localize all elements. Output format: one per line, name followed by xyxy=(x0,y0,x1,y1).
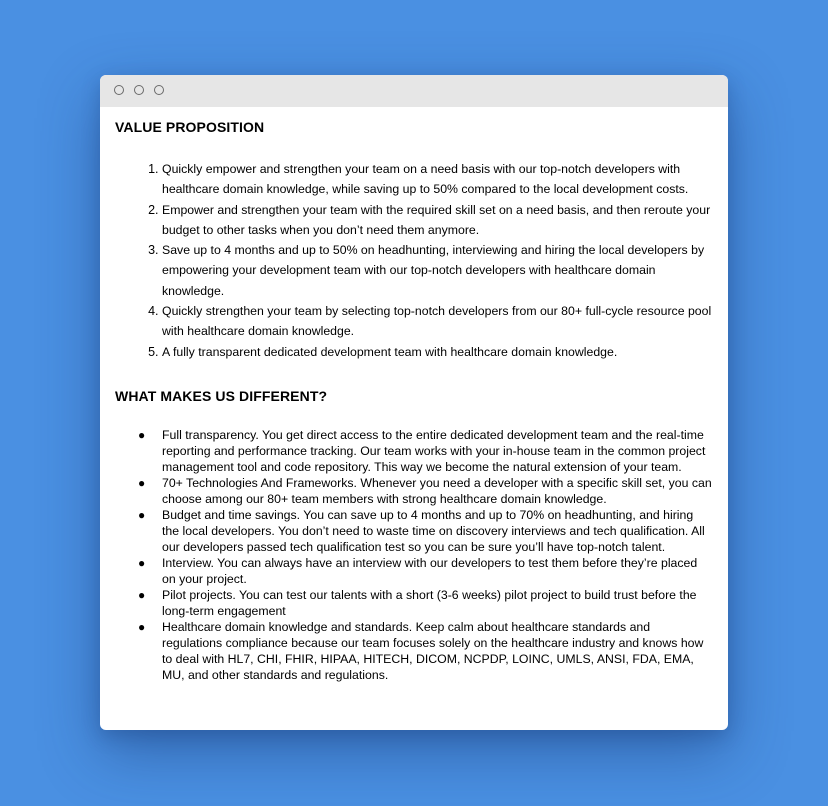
bullet-icon: ● xyxy=(138,587,146,602)
value-proposition-heading: VALUE PROPOSITION xyxy=(115,119,265,135)
list-item: 2. Empower and strengthen your team with the required skill set on a need basis, and then reroute your budget to other tasks when you don’t need them anymore. xyxy=(162,200,713,241)
list-item-text: Healthcare domain knowledge and standards. Keep calm about healthcare standards and regulations compliance because our team focuses solely on the healthcare industry and knows how to deal with HL7, CHI, FHIR, HIPAA, HITECH, DICOM, NCPDP, LOINC, UMLS, ANSI, FDA, EMA, MU, and other standards and regulations. xyxy=(162,619,704,682)
window-titlebar xyxy=(100,75,728,107)
list-item: 3. Save up to 4 months and up to 50% on headhunting, interviewing and hiring the local developers by empowering your development team with our top-notch developers with healthcare domain knowledge. xyxy=(162,240,713,301)
list-item-text: Pilot projects. You can test our talents with a short (3-6 weeks) pilot project to build trust before the long-term engagement xyxy=(162,587,697,618)
window-control-maximize-icon[interactable] xyxy=(154,85,164,95)
section-spacer xyxy=(115,362,713,388)
list-item-text: Full transparency. You get direct access to the entire dedicated development team and the real-time reporting and performance tracking. Our team works with your in-house team in the common project management tool and code repository. This way we become the natural extension of your team. xyxy=(162,427,706,474)
window-control-minimize-icon[interactable] xyxy=(134,85,144,95)
list-item: 1. Quickly empower and strengthen your team on a need basis with our top-notch developers with healthcare domain knowledge, while saving up to 50% compared to the local development costs. xyxy=(162,159,713,200)
window-control-close-icon[interactable] xyxy=(114,85,124,95)
value-proposition-list xyxy=(115,159,713,362)
list-item xyxy=(138,619,713,683)
list-item-text: Budget and time savings. You can save up to 4 months and up to 70% on headhunting, and hiring the local developers. You don’t need to waste time on discovery interviews and tech qualification. All our developers passed tech qualification test so you can be sure you’ll have top-notch talent. xyxy=(162,507,705,554)
list-item: 4. Quickly strengthen your team by selecting top-notch developers from our 80+ full-cycle resource pool with healthcare domain knowledge. xyxy=(162,301,713,342)
list-item xyxy=(138,475,713,507)
list-item: 5. A fully transparent dedicated development team with healthcare domain knowledge. xyxy=(162,342,713,362)
document-content xyxy=(100,107,728,683)
list-item xyxy=(138,507,713,555)
bullet-icon: ● xyxy=(138,475,146,490)
list-item xyxy=(138,555,713,587)
list-item xyxy=(138,587,713,619)
list-item-text: Interview. You can always have an interview with our developers to test them before they’re placed on your project. xyxy=(162,555,698,586)
differences-heading: WHAT MAKES US DIFFERENT? xyxy=(115,387,328,404)
bullet-icon: ● xyxy=(138,507,146,522)
list-item-text: 70+ Technologies And Frameworks. Whenever you need a developer with a specific skill set, you can choose among our 80+ team members with strong healthcare domain knowledge. xyxy=(162,475,712,506)
bullet-icon: ● xyxy=(138,427,146,442)
bullet-icon: ● xyxy=(138,555,146,570)
list-item xyxy=(138,427,713,475)
differences-list xyxy=(115,427,713,683)
browser-window xyxy=(100,75,728,730)
bullet-icon: ● xyxy=(138,619,146,634)
